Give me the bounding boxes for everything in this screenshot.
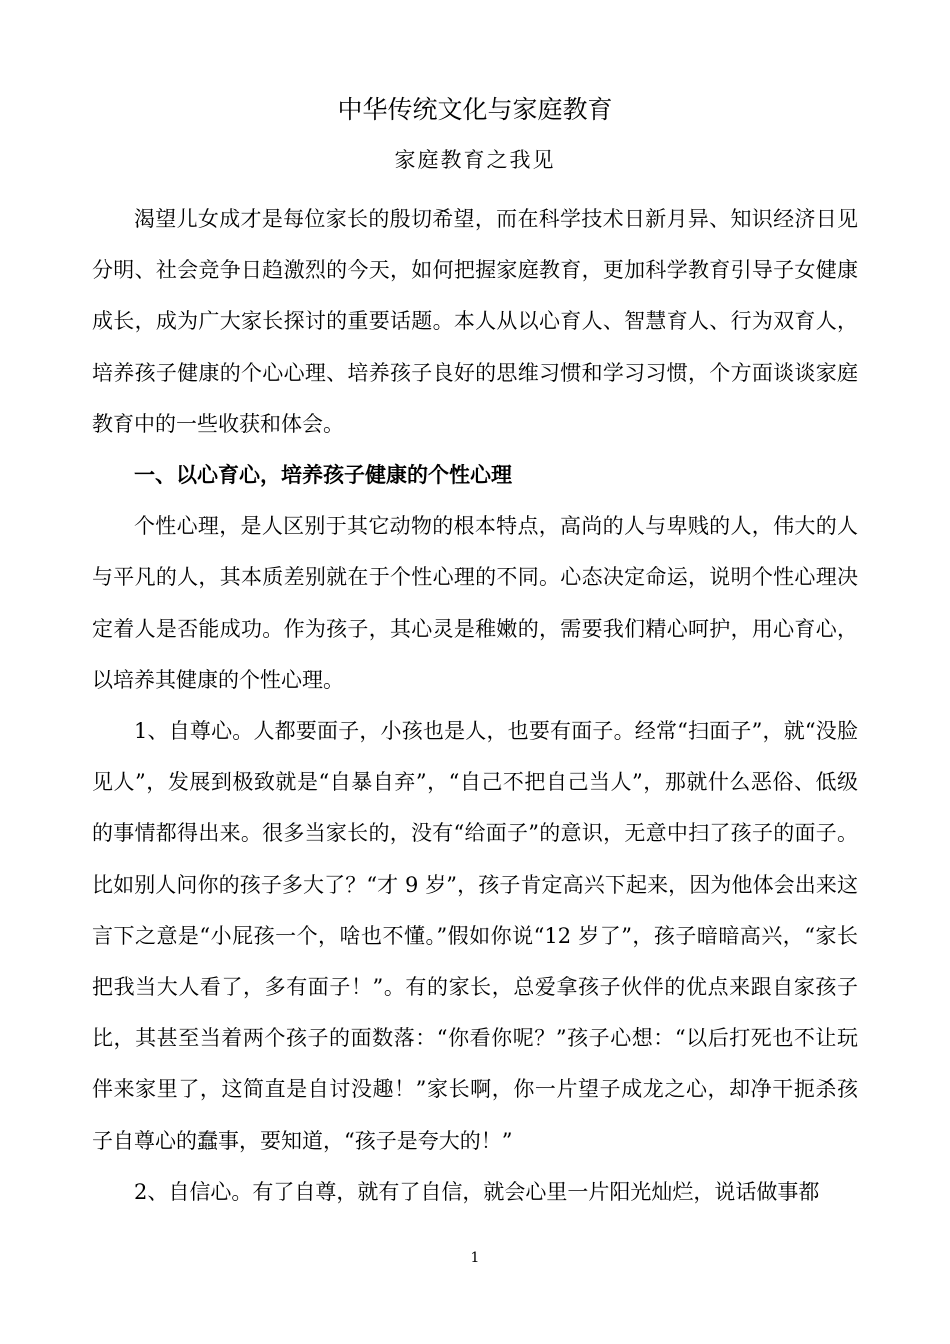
page-number: 1 xyxy=(470,1250,480,1266)
document-title: 中华传统文化与家庭教育 xyxy=(337,95,613,124)
item-self-respect: 1、自尊心。人都要面子，小孩也是人，也要有面子。经常“扫面子”，就“没脸见人”，发展到极致就是“自暴自弃”，“自己不把自己当人”，那就什么恶俗、低级的事情都得出来。很多当家长的，没有“给面子”的意识，无意中扫了孩子的面子。比如别人问你的孩子多大了？“才 9 岁”，孩子肯定高兴下起来，因为他体会出来这言下之意是“小屁孩一个，啥也不懂。”假如你说“12 岁了”，孩子暗暗高兴，“家长把我当大人看了，多有面子！”。有的家长，总爱拿孩子伙伴的优点来跟自家孩子比，其甚至当着两个孩子的面数落：“你看你呢？”孩子心想：“以后打死也不让玩伴来家里了，这简直是自讨没趣！”家长啊，你一片望子成龙之心，却净干扼杀孩子自尊心的蠢事，要知道，“孩子是夸大的！” xyxy=(92,719,858,1153)
item-self-confidence: 2、自信心。有了自尊，就有了自信，就会心里一片阳光灿烂，说话做事都 xyxy=(134,1179,820,1204)
intro-paragraph: 渴望儿女成才是每位家长的殷切希望，而在科学技术日新月异、知识经济日见分明、社会竞争日趋激烈的今天，如何把握家庭教育，更加科学教育引导子女健康成长，成为广大家长探讨的重要话题。本人从以心育人、智慧育人、行为双育人，培养孩子健康的个心心理、培养孩子良好的思维习惯和学习习惯，个方面谈谈家庭教育中的一些收获和体会。 xyxy=(92,207,858,436)
section-heading: 一、以心育心，培养孩子健康的个性心理 xyxy=(134,463,512,488)
section-paragraph: 个性心理，是人区别于其它动物的根本特点，高尚的人与卑贱的人，伟大的人与平凡的人，其本质差别就在于个性心理的不同。心态决定命运，说明个性心理决定着人是否能成功。作为孩子，其心灵是稚嫩的，需要我们精心呵护，用心育心，以培养其健康的个性心理。 xyxy=(92,514,858,692)
document-body xyxy=(92,194,858,1218)
document-subtitle: 家庭教育之我见 xyxy=(394,148,556,172)
